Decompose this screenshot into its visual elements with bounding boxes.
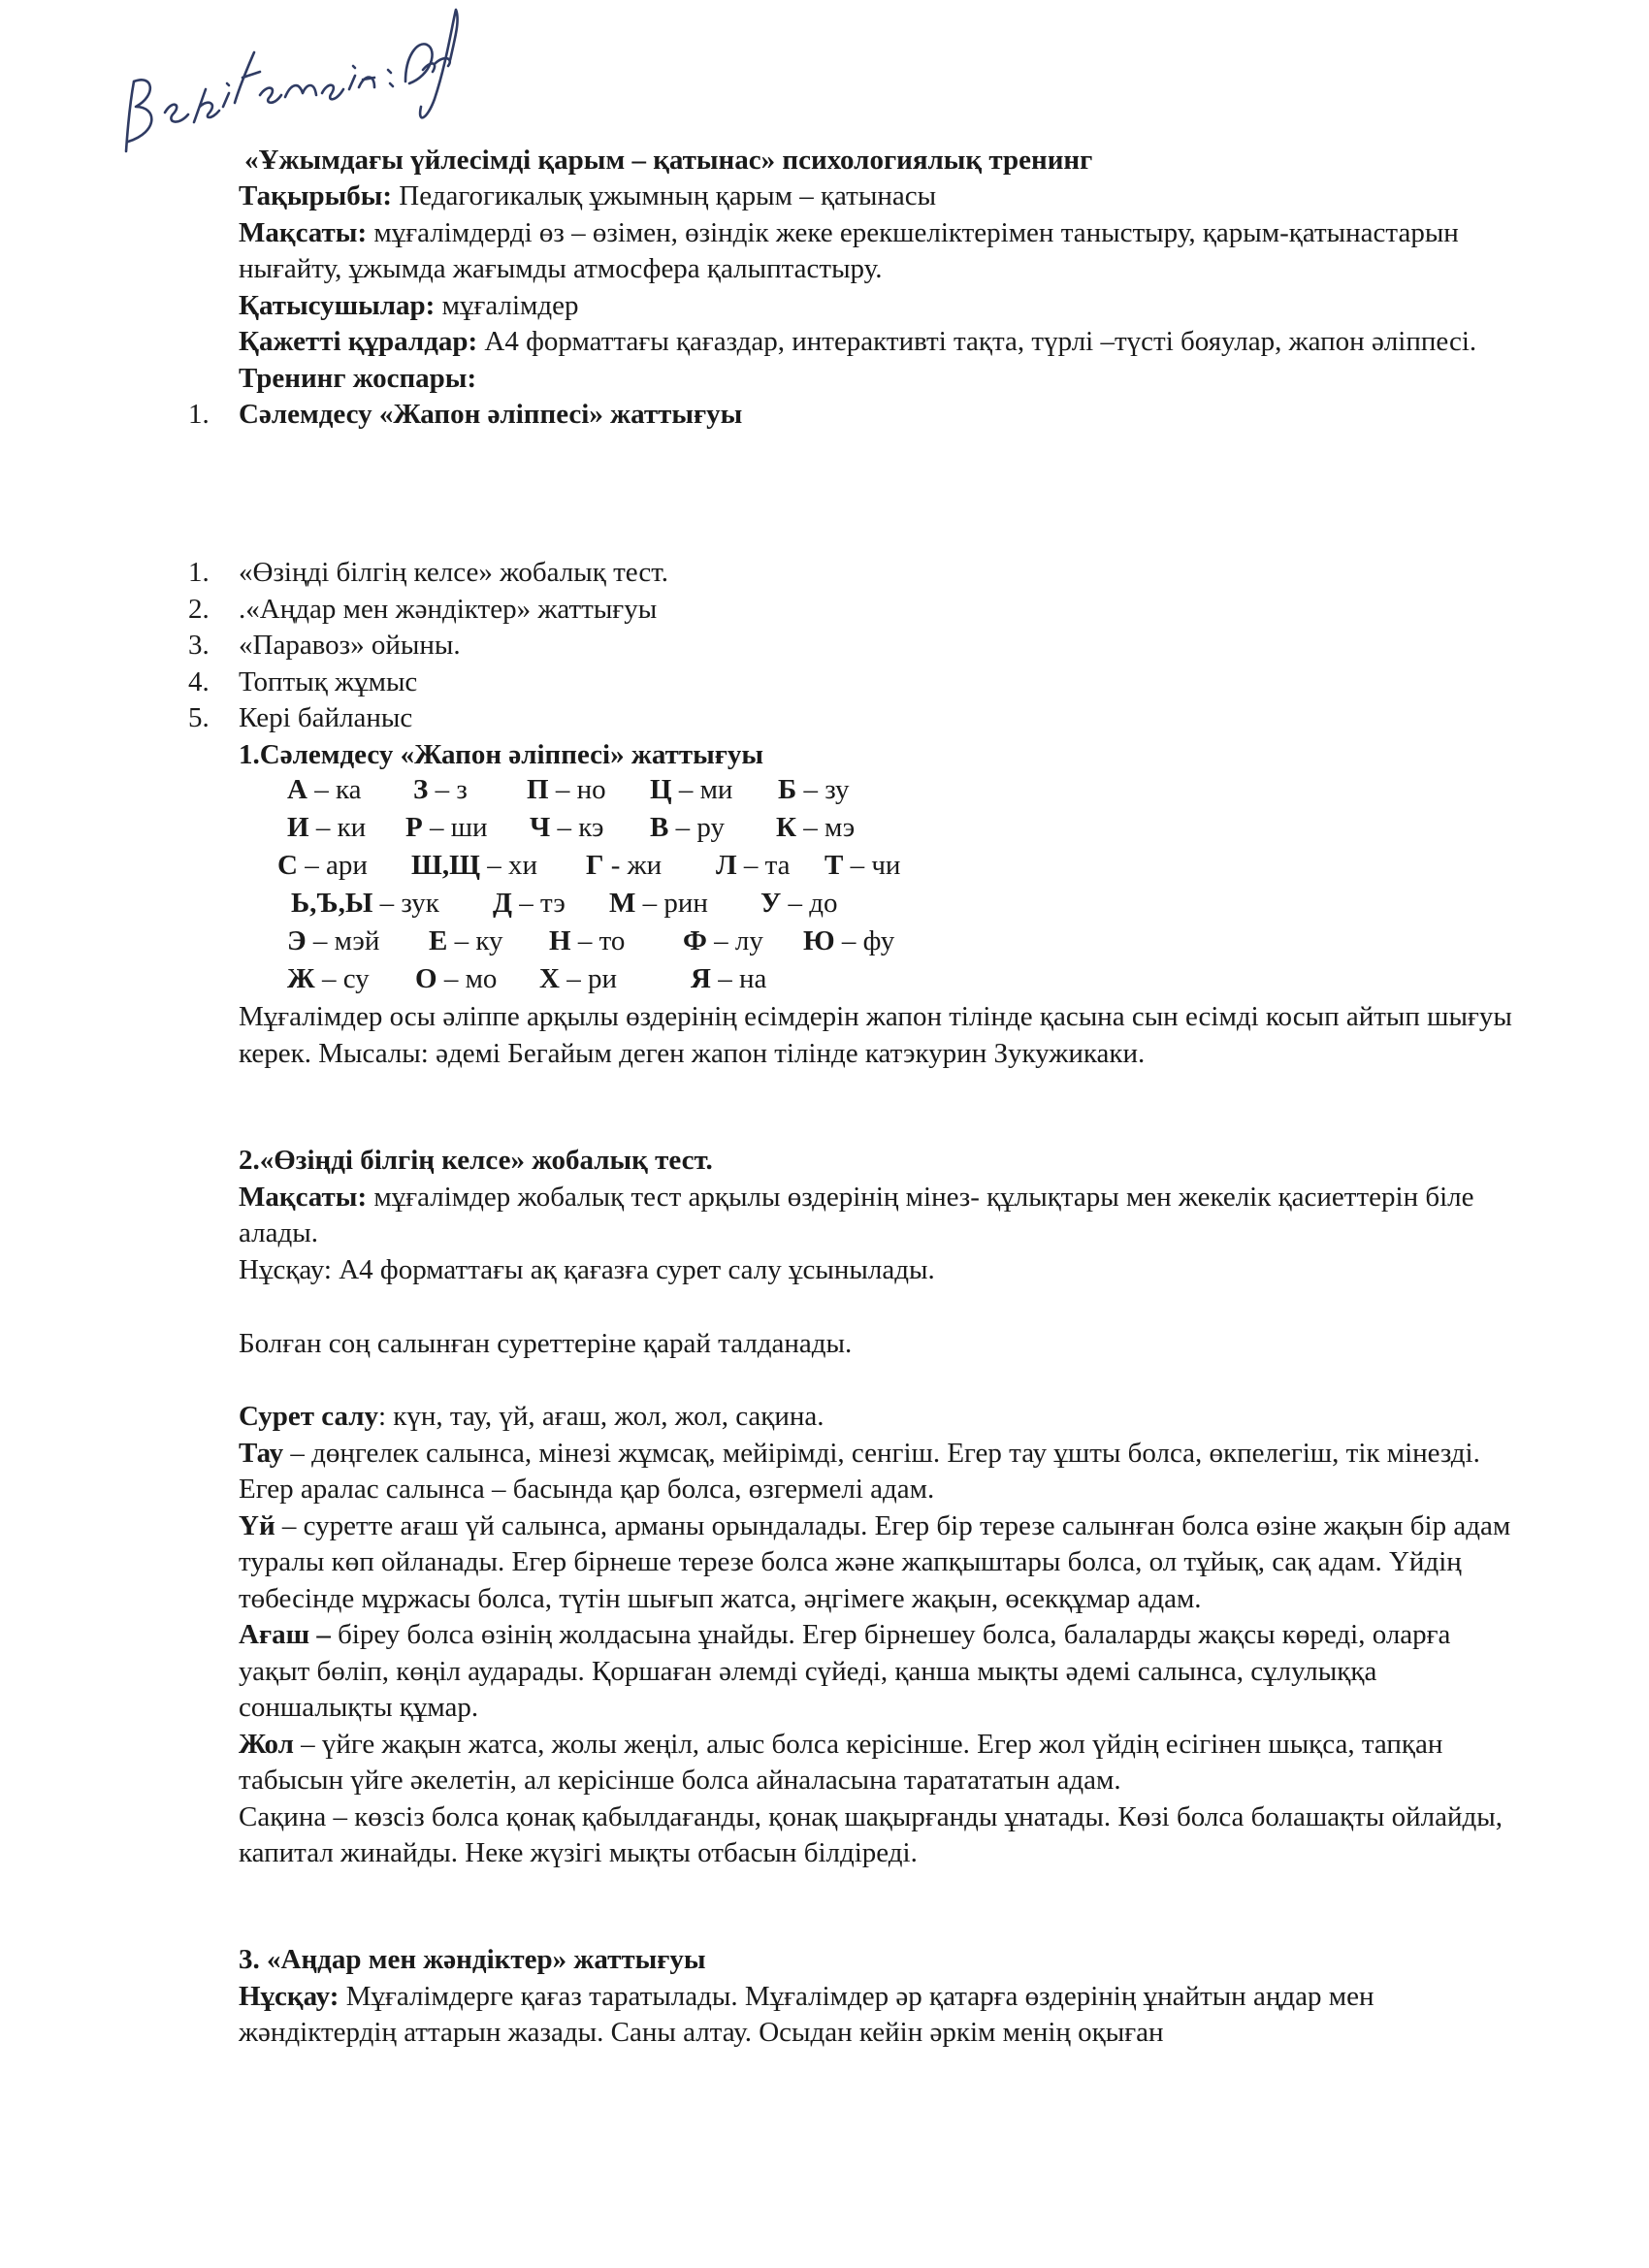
- list-number: 4.: [188, 665, 210, 697]
- alphabet-pair: [778, 771, 850, 809]
- plan-first-item: [188, 397, 1519, 434]
- list-item-text: «Паравоз» ойыны.: [239, 630, 461, 661]
- section2-goal: [239, 1180, 1519, 1252]
- alphabet-pair: [530, 809, 603, 847]
- alphabet-letter: М: [609, 888, 636, 919]
- list-item: [188, 592, 1519, 629]
- interpretation-item: [239, 1799, 1519, 1872]
- alphabet-syllable: – кэ: [550, 812, 604, 843]
- alphabet-pair: [586, 847, 662, 885]
- plan-heading: Тренинг жоспары:: [239, 362, 477, 394]
- alphabet-pair: [277, 847, 368, 885]
- alphabet-letter: Н: [549, 925, 571, 956]
- alphabet-syllable: – мэ: [796, 812, 856, 843]
- alphabet-syllable: – зу: [796, 774, 850, 805]
- alphabet-pair: [405, 809, 488, 847]
- alphabet-pair: [429, 923, 503, 960]
- alphabet-syllable: – ру: [668, 812, 725, 843]
- alphabet-letter: Л: [716, 850, 737, 881]
- section2-after: [239, 1326, 1519, 1363]
- alphabet-syllable: – ку: [447, 925, 503, 956]
- alphabet-syllable: – фу: [834, 925, 895, 956]
- alphabet-pair: [415, 960, 497, 998]
- alphabet-syllable: - жи: [603, 850, 663, 881]
- alphabet-pair: [716, 847, 791, 885]
- topic-text: Педагогикалық ұжымның қарым – қатынасы: [392, 180, 937, 211]
- section1-text: Мұғалімдер осы әліппе арқылы өздерінің есімдерін жапон тілінде қасына сын есімді косып айтып шығуы керек. Мысалы: әдемі Бегайым деген жапон тілінде катэкурин Зукужикаки.: [239, 1001, 1512, 1069]
- goal-line: [239, 215, 1519, 288]
- alphabet-pair: [493, 885, 566, 923]
- alphabet-letter: С: [277, 850, 298, 881]
- list-number: 5.: [188, 702, 210, 733]
- alphabet-pair: [803, 923, 894, 960]
- alphabet-letter: Э: [287, 925, 307, 956]
- alphabet-syllable: – та: [736, 850, 791, 881]
- list-item: [188, 700, 1519, 737]
- section2-heading: 2.«Өзіңді білгің келсе» жобалық тест.: [239, 1145, 713, 1176]
- alphabet-pair: [609, 885, 708, 923]
- materials-line: [239, 324, 1519, 361]
- section2-block: [239, 1143, 1519, 1288]
- alphabet-letter: Ю: [803, 925, 835, 956]
- alphabet-syllable: – ари: [297, 850, 368, 881]
- list-number: 3.: [188, 630, 210, 661]
- alphabet-syllable: – то: [570, 925, 626, 956]
- item-text: – дөңгелек салынса, мінезі жұмсақ, мейірімді, сенгіш. Егер тау ұшты болса, өкпелегіш, тік мінезді. Егер аралас салынса – басында қар болса, өзгермелі адам.: [239, 1437, 1480, 1505]
- section2-goal-label: Мақсаты:: [239, 1181, 368, 1213]
- alphabet-pair: [527, 771, 606, 809]
- alphabet-pair: [760, 885, 838, 923]
- alphabet-letter: Д: [493, 888, 512, 919]
- alphabet-syllable: – но: [548, 774, 606, 805]
- alphabet-pair: [287, 809, 366, 847]
- alphabet-letter: Ф: [683, 925, 707, 956]
- alphabet-syllable: – тэ: [511, 888, 566, 919]
- alphabet-letter: В: [650, 812, 669, 843]
- section2-drawing-block: [239, 1399, 1519, 1872]
- alphabet-letter: К: [776, 812, 797, 843]
- participants-line: [239, 288, 1519, 325]
- alphabet-syllable: – з: [428, 774, 468, 805]
- topic-line: [239, 178, 1519, 215]
- alphabet-letter: Г: [586, 850, 604, 881]
- alphabet-pair: [776, 809, 855, 847]
- draw-line: [239, 1399, 1519, 1436]
- alphabet-pair: [549, 923, 625, 960]
- alphabet-syllable: – мо: [436, 963, 498, 994]
- alphabet-letter: Ц: [650, 774, 672, 805]
- alphabet-letter: Ш,Щ: [411, 850, 480, 881]
- header-block: [188, 178, 1519, 434]
- alphabet-syllable: – до: [781, 888, 838, 919]
- interpretation-item: [239, 1727, 1519, 1799]
- alphabet-letter: И: [287, 812, 309, 843]
- alphabet-syllable: – ри: [559, 963, 617, 994]
- interpretation-item: [239, 1436, 1519, 1508]
- item-label: Үй: [239, 1509, 275, 1541]
- alphabet-syllable: – на: [710, 963, 767, 994]
- document-title: «Ұжымдағы үйлесімді қарым – қатынас» психологиялық тренинг: [244, 145, 1093, 176]
- goal-label: Мақсаты:: [239, 216, 368, 248]
- alphabet-syllable: – зук: [372, 888, 439, 919]
- list-item-text: Кері байланыс: [239, 702, 413, 733]
- alphabet-letter: Ж: [287, 963, 315, 994]
- alphabet-syllable: – ши: [422, 812, 488, 843]
- alphabet-syllable: – ки: [308, 812, 367, 843]
- alphabet-pair: [411, 847, 537, 885]
- alphabet-pair: [650, 809, 725, 847]
- alphabet-pair: [650, 771, 732, 809]
- section1-heading: 1.Сәлемдесу «Жапон әліппесі» жаттығуы: [239, 738, 764, 770]
- alphabet-syllable: – су: [314, 963, 370, 994]
- alphabet-letter: Я: [691, 963, 711, 994]
- alphabet-pair: [691, 960, 766, 998]
- list-number: 2.: [188, 593, 210, 625]
- alphabet-letter: Е: [429, 925, 448, 956]
- plan-first-text: Сәлемдесу «Жапон әліппесі» жаттығуы: [239, 399, 743, 430]
- section2-goal-text: мұғалімдер жобалық тест арқылы өздерінің мінез- құлықтары мен жекелік қасиеттерін біле алады.: [239, 1181, 1474, 1248]
- participants-text: мұғалімдер: [435, 289, 579, 321]
- item-label: Ағаш –: [239, 1619, 331, 1650]
- list-item: [188, 628, 1519, 664]
- section3-instruction: [239, 1979, 1519, 2052]
- alphabet-letter: О: [415, 963, 437, 994]
- interpretation-item: [239, 1617, 1519, 1727]
- alphabet-letter: П: [527, 774, 549, 805]
- alphabet-syllable: – ка: [307, 774, 362, 805]
- list-item: [188, 555, 1519, 592]
- list-item-text: «Өзіңді білгің келсе» жобалық тест.: [239, 557, 668, 588]
- section3-block: [239, 1942, 1519, 2052]
- list-item: [188, 664, 1519, 701]
- alphabet-pair: [683, 923, 763, 960]
- alphabet-syllable: – лу: [706, 925, 763, 956]
- alphabet-letter: У: [760, 888, 782, 919]
- approval-signature: [114, 6, 464, 161]
- interpretation-item: [239, 1508, 1519, 1618]
- item-text: Сақина – көзсіз болса қонақ қабылдағанды, қонақ шақырғанды ұнатады. Көзі болса болашақты ойлайды, капитал жинайды. Неке жүзігі мықты отбасын білдіреді.: [239, 1800, 1503, 1868]
- list-number: 1.: [188, 399, 210, 430]
- alphabet-syllable: – ми: [671, 774, 733, 805]
- draw-text: : күн, тау, үй, ағаш, жол, жол, сақина.: [377, 1401, 824, 1432]
- alphabet-pair: [287, 771, 361, 809]
- alphabet-syllable: – мэй: [306, 925, 380, 956]
- section2-after-text: Болған соң салынған суреттеріне қарай талданады.: [239, 1328, 853, 1359]
- alphabet-letter: Х: [539, 963, 560, 994]
- alphabet-letter: Ч: [530, 812, 551, 843]
- alphabet-syllable: – чи: [843, 850, 901, 881]
- participants-label: Қатысушылар:: [239, 289, 436, 321]
- alphabet-letter: Т: [824, 850, 844, 881]
- item-text: – үйге жақын жатса, жолы жеңіл, алыс болса керісінше. Егер жол үйдің есігінен шықса, тапқан табысын үйге әкелетін, ал керісінше болса айналасына таратататын адам.: [239, 1728, 1443, 1796]
- item-label: Тау: [239, 1437, 284, 1469]
- section2-instruction: Нұсқау: А4 форматтағы ақ қағазға сурет салу ұсынылады.: [239, 1253, 935, 1285]
- plan-list: [188, 555, 1519, 773]
- item-text: біреу болса өзінің жолдасына ұнайды. Егер бірнешеу болса, балаларды жақсы көреді, оларға уақыт бөліп, көңіл аударады. Қоршаған әлемді сүйеді, қанша мықты әдемі салынса, сұлулыққа соншалықты құмар.: [239, 1619, 1451, 1723]
- draw-label: Сурет салу: [239, 1401, 378, 1432]
- alphabet-pair: [291, 885, 439, 923]
- alphabet-pair: [539, 960, 617, 998]
- list-number: 1.: [188, 557, 210, 588]
- alphabet-pair: [287, 923, 379, 960]
- section3-heading: 3. «Аңдар мен жәндіктер» жаттығуы: [239, 1944, 706, 1975]
- section3-label: Нұсқау:: [239, 1980, 340, 2012]
- list-item-text: Топтық жұмыс: [239, 665, 418, 697]
- section1-text-block: [239, 999, 1519, 1072]
- item-label: Жол: [239, 1728, 294, 1760]
- alphabet-pair: [824, 847, 900, 885]
- section3-text: Мұғалімдерге қағаз таратылады. Мұғалімдер әр қатарға өздерінің ұнайтын аңдар мен жәндіктердің аттарын жазады. Саны алтау. Осыдан кейін әркім менің оқыған: [239, 1980, 1374, 2048]
- alphabet-letter: Ь,Ъ,Ы: [291, 888, 373, 919]
- alphabet-pair: [413, 771, 468, 809]
- alphabet-letter: Б: [778, 774, 797, 805]
- goal-text: мұғалімдерді өз – өзімен, өзіндік жеке ерекшеліктерімен таныстыру, қарым-қатынастарын нығайту, ұжымда жағымды атмосфера қалыптастыру.: [239, 216, 1459, 284]
- topic-label: Тақырыбы:: [239, 180, 393, 211]
- list-item-text: .«Аңдар мен жәндіктер» жаттығуы: [239, 593, 658, 625]
- alphabet-pair: [287, 960, 370, 998]
- materials-text: А4 форматтағы қағаздар, интерактивті тақта, түрлі –түсті бояулар, жапон әліппесі.: [477, 326, 1477, 357]
- alphabet-letter: А: [287, 774, 307, 805]
- alphabet-syllable: – хи: [479, 850, 537, 881]
- materials-label: Қажетті құралдар:: [239, 326, 478, 357]
- alphabet-syllable: – рин: [635, 888, 708, 919]
- alphabet-letter: З: [413, 774, 429, 805]
- alphabet-letter: Р: [405, 812, 423, 843]
- item-text: – суретте ағаш үй салынса, арманы орындалады. Егер бір терезе салынған болса өзіне жақын бір адам туралы көп ойланады. Егер бірнеше терезе болса және жапқыштары болса, ол тұйық, сақ адам. Үйдің төбесінде мұржасы болса, түтін шығып жатса, әңгімеге жақын, өсекқұмар адам.: [239, 1509, 1511, 1614]
